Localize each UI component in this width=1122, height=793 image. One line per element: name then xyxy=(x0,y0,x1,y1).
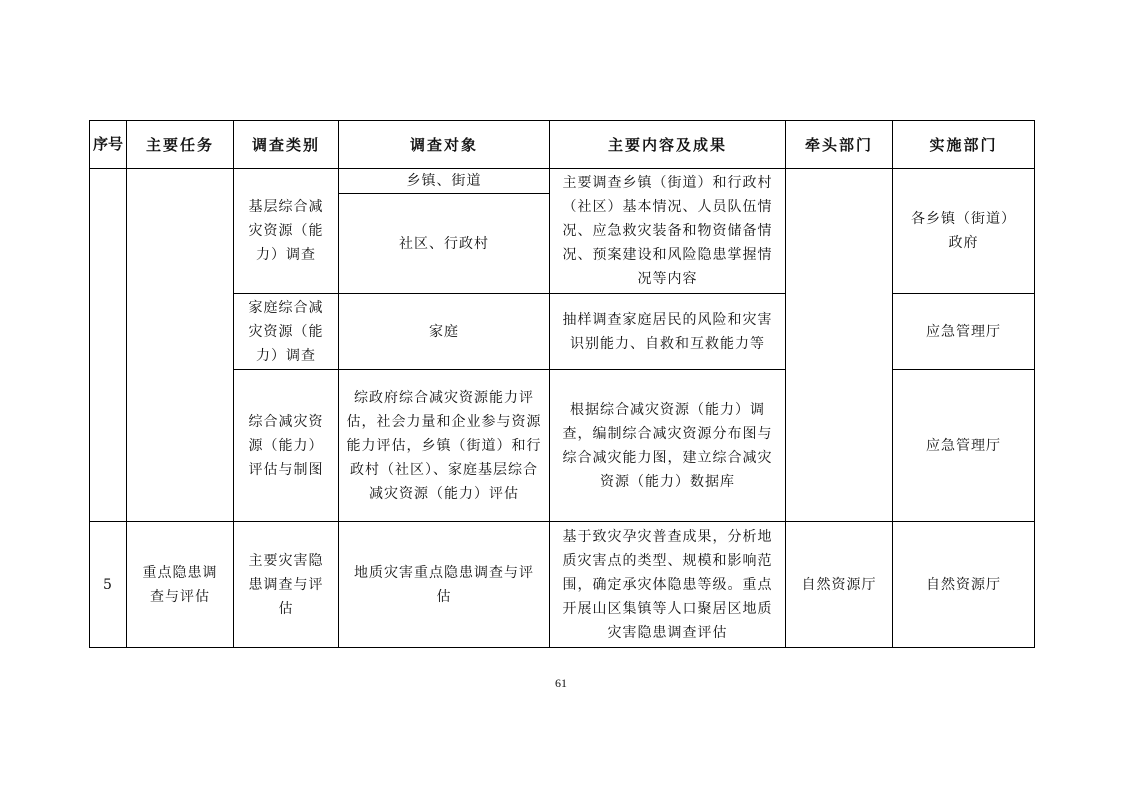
header-content: 主要内容及成果 xyxy=(550,121,786,169)
cell-category: 主要灾害隐患调查与评估 xyxy=(234,522,339,648)
cell-object: 社区、行政村 xyxy=(339,194,550,294)
cell-impl: 应急管理厅 xyxy=(893,370,1035,522)
cell-task: 重点隐患调查与评估 xyxy=(127,522,234,648)
table-row xyxy=(90,169,1035,194)
cell-object: 地质灾害重点隐患调查与评估 xyxy=(339,522,550,648)
cell-category: 基层综合减灾资源（能力）调查 xyxy=(234,169,339,294)
header-category: 调查类别 xyxy=(234,121,339,169)
cell-impl: 各乡镇（街道）政府 xyxy=(893,169,1035,294)
header-object: 调查对象 xyxy=(339,121,550,169)
header-task: 主要任务 xyxy=(127,121,234,169)
cell-seq-empty xyxy=(90,169,127,522)
cell-content: 基于致灾孕灾普查成果，分析地质灾害点的类型、规模和影响范围，确定承灾体隐患等级。重点开展山区集镇等人口聚居区地质灾害隐患调查评估 xyxy=(550,522,786,648)
cell-task-empty xyxy=(127,169,234,522)
cell-seq: 5 xyxy=(90,522,127,648)
header-lead: 牵头部门 xyxy=(786,121,893,169)
cell-impl: 应急管理厅 xyxy=(893,294,1035,370)
cell-lead: 自然资源厅 xyxy=(786,522,893,648)
cell-content: 主要调查乡镇（街道）和行政村（社区）基本情况、人员队伍情况、应急救灾装备和物资储备情况、预案建设和风险隐患掌握情况等内容 xyxy=(550,169,786,294)
cell-content: 抽样调查家庭居民的风险和灾害识别能力、自救和互救能力等 xyxy=(550,294,786,370)
cell-category: 综合减灾资源（能力）评估与制图 xyxy=(234,370,339,522)
cell-content: 根据综合减灾资源（能力）调查，编制综合减灾资源分布图与综合减灾能力图，建立综合减灾资源（能力）数据库 xyxy=(550,370,786,522)
header-impl: 实施部门 xyxy=(893,121,1035,169)
table-row xyxy=(90,522,1035,648)
cell-object: 综政府综合减灾资源能力评估，社会力量和企业参与资源能力评估，乡镇（街道）和行政村（社区）、家庭基层综合减灾资源（能力）评估 xyxy=(339,370,550,522)
header-seq: 序号 xyxy=(90,121,127,169)
cell-object: 乡镇、街道 xyxy=(339,169,550,194)
cell-impl: 自然资源厅 xyxy=(893,522,1035,648)
cell-lead-empty xyxy=(786,169,893,522)
cell-category: 家庭综合减灾资源（能力）调查 xyxy=(234,294,339,370)
page-number: 61 xyxy=(555,676,567,690)
task-table xyxy=(89,120,1035,648)
cell-object: 家庭 xyxy=(339,294,550,370)
table-header-row xyxy=(90,121,1035,169)
